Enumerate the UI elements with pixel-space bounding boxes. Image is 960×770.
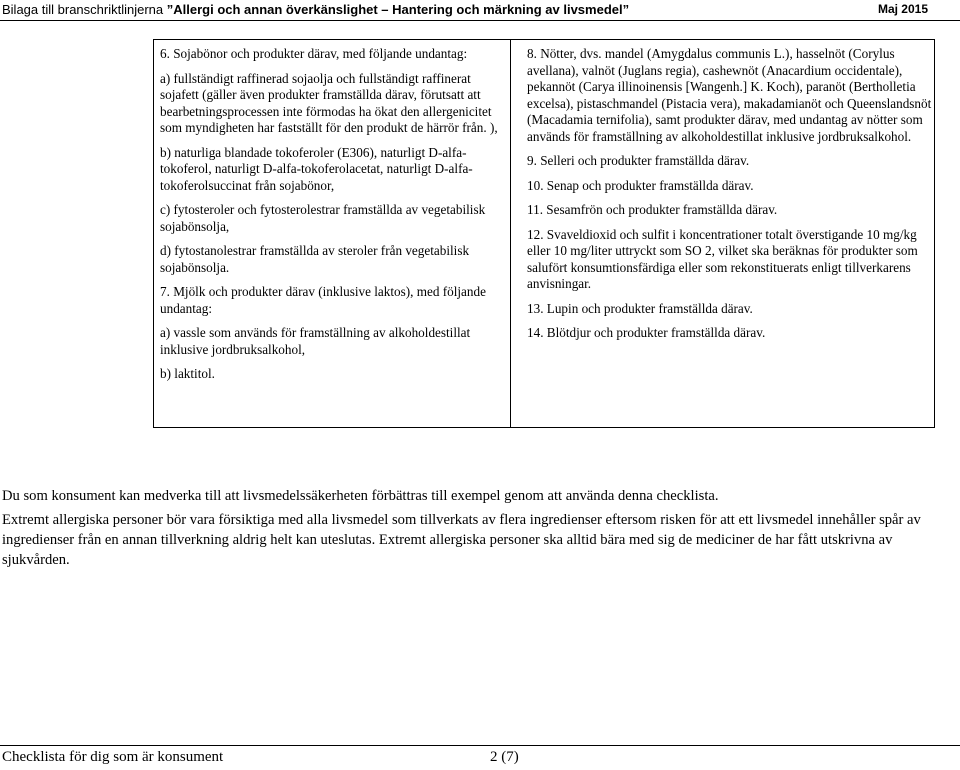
allergen-item: b) laktitol.: [160, 366, 215, 381]
allergen-item: 12. Svaveldioxid och sulfit i koncentrationer totalt överstigande 10 mg/kg eller 10 mg/liter uttryckt som SO 2, vilket ska beräknas för produkter som salufört konsumtionsfärdiga eller som rekonstituerats enligt tillverkarens anvisningar.: [527, 226, 918, 291]
header-date: Maj 2015: [877, 2, 928, 16]
allergen-item: a) fullständigt raffinerad sojaolja och fullständigt raffinerat sojafett (gäller även produkter framställda därav, förutsatt att bearbetningsprocessen inte förmodas ha ökat den allergenicitet som myndigheten har fastställt för den produkt de härrör från. ),: [160, 70, 498, 135]
advice-paragraph: Du som konsument kan medverka till att livsmedelssäkerheten förbättras till exempel genom att använda denna checklista.: [2, 488, 719, 504]
footer-rule: [0, 745, 960, 746]
allergen-item: c) fytosteroler och fytosterolestrar framställda av vegetabilisk sojabönsolja,: [160, 202, 486, 234]
allergen-item: 10. Senap och produkter framställda därav.: [527, 177, 754, 193]
allergen-item: 9. Selleri och produkter framställda därav.: [527, 153, 750, 168]
allergen-item: 11. Sesamfrön och produkter framställda därav.: [527, 202, 778, 217]
column-divider: [510, 39, 511, 428]
page-number: 2 (7): [490, 749, 519, 765]
allergen-list-right: [527, 46, 932, 350]
header-prefix: Bilaga till branschriktlinjerna: [2, 2, 167, 17]
allergen-item: 8. Nötter, dvs. mandel (Amygdalus communis L.), hasselnöt (Corylus avellana), valnöt (Juglans regia), cashewnöt (Anacardium occidentale), pekannöt (Carya illinoinensis [Wangenh.] K. Koch), paranöt (Bertholletia excelsa), pistaschmandel (Pistacia vera), makadamianöt och Queenslandsnöt (Macadamia ternifolia), samt produkter därav, med undantag av nötter som används för framställning av alkoholdestillat inklusive jordbruksalkohol.: [527, 46, 932, 144]
header-title: [2, 2, 629, 17]
header-guideline-title: ”Allergi och annan överkänslighet – Hantering och märkning av livsmedel”: [166, 2, 630, 17]
allergen-item: 13. Lupin och produkter framställda därav.: [527, 300, 753, 316]
allergen-item: d) fytostanolestrar framställda av steroler från vegetabilisk sojabönsolja.: [160, 243, 470, 275]
allergen-item: a) vassle som används för framställning av alkoholdestillat inklusive jordbruksalkohol,: [160, 325, 471, 357]
allergen-item: 7. Mjölk och produkter därav (inklusive laktos), med följande undantag:: [160, 284, 486, 316]
header-rule: [0, 20, 960, 21]
consumer-advice: [2, 486, 960, 574]
allergen-item: 6. Sojabönor och produkter därav, med följande undantag:: [160, 46, 468, 61]
page-header: [0, 0, 960, 20]
advice-paragraph: Extremt allergiska personer bör vara försiktiga med alla livsmedel som tillverkats av flera ingredienser eftersom risken för att ett livsmedel innehåller spår av ingredienser från en annan tillverkning aldrig helt kan uteslutas. Extremt allergiska personer ska alltid bära med sig de mediciner de har fått utskrivna av sjukvården.: [2, 512, 921, 568]
page-footer: [2, 749, 519, 766]
allergen-item: b) naturliga blandade tokoferoler (E306), naturligt D-alfa-tokoferol, naturligt D-alfa-tokoferolacetat, naturligt D-alfa-tokoferolsuccinat från sojabönor,: [160, 144, 473, 193]
allergen-list-left: [160, 46, 500, 391]
allergen-item: 14. Blötdjur och produkter framställda därav.: [527, 325, 766, 340]
footer-title: Checklista för dig som är konsument: [2, 749, 224, 765]
